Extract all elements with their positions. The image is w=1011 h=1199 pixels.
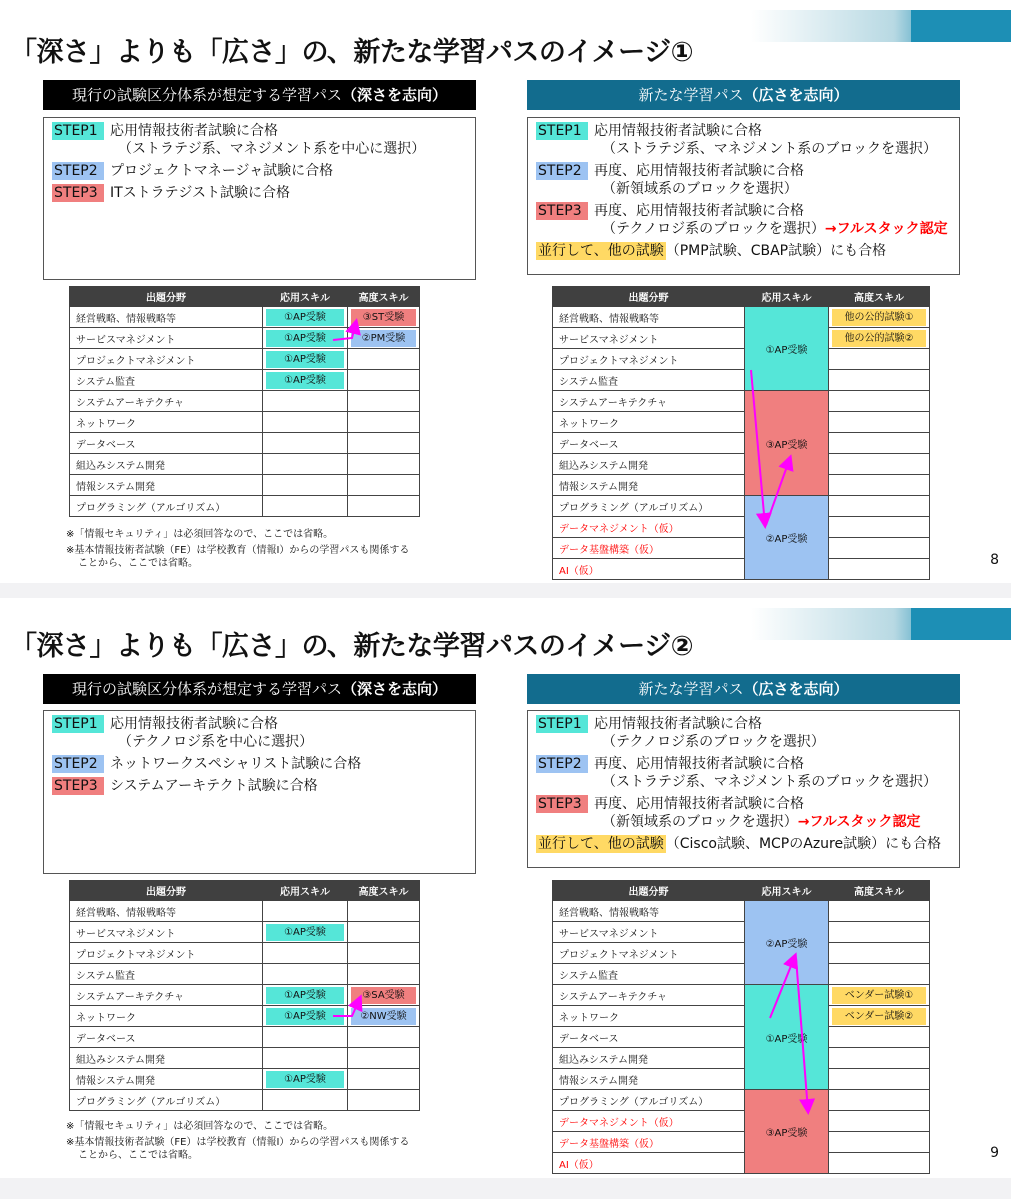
table-row: データベース bbox=[553, 433, 930, 454]
step-item: STEP3 再度、応用情報技術者試験に合格 （新領域系のブロックを選択）→フルスタック認定 bbox=[538, 796, 921, 830]
table-row: サービスマネジメント bbox=[553, 922, 930, 943]
table-row: プログラミング（アルゴリズム） ③AP受験 bbox=[553, 1090, 930, 1111]
step2-tag: STEP2 bbox=[52, 162, 104, 180]
step3-tag: STEP3 bbox=[536, 202, 588, 220]
apply-block: ①AP受験 bbox=[745, 985, 829, 1090]
table-row: システム監査 bbox=[70, 964, 420, 985]
step-item: STEP2 再度、応用情報技術者試験に合格 （新領域系のブロックを選択） bbox=[538, 163, 804, 197]
left-steps-box bbox=[43, 710, 476, 874]
table-row: プログラミング（アルゴリズム） bbox=[70, 1090, 420, 1111]
right-panel-header: 新たな学習パス（広さを志向） bbox=[527, 80, 960, 110]
table-row: 経営戦略、情報戦略等 ①AP受験 他の公的試験① bbox=[553, 307, 930, 328]
step-item: STEP1 応用情報技術者試験に合格 （テクノロジ系のブロックを選択） bbox=[538, 716, 825, 750]
step1-tag: STEP1 bbox=[52, 715, 104, 733]
page-number: 8 bbox=[990, 552, 999, 568]
fullstack-emphasis: →フルスタック認定 bbox=[797, 814, 921, 830]
right-steps-box bbox=[527, 117, 960, 275]
table-row: システムアーキテクチャ ①AP受験 ベンダー試験① bbox=[553, 985, 930, 1006]
table-header-row: 出題分野 応用スキル 高度スキル bbox=[70, 287, 420, 307]
table-row: データベース bbox=[553, 1027, 930, 1048]
table-row: 経営戦略、情報戦略等 ②AP受験 bbox=[553, 901, 930, 922]
step-item: STEP3 システムアーキテクト試験に合格 bbox=[54, 778, 318, 794]
slide-1 bbox=[0, 0, 1011, 583]
table-row: サービスマネジメント ①AP受験 bbox=[70, 922, 420, 943]
left-steps-box bbox=[43, 117, 476, 280]
footnotes: ※「情報セキュリティ」は必須回答なので、ここでは省略。 ※基本情報技術者試験（FE）は学校教育（情報Ⅰ）からの学習パスも関係する ことから、ここでは省略。 bbox=[66, 529, 410, 569]
step-item: STEP1 応用情報技術者試験に合格 （テクノロジ系を中心に選択） bbox=[54, 716, 314, 750]
table-row: 組込みシステム開発 bbox=[70, 1048, 420, 1069]
slide-2 bbox=[0, 598, 1011, 1178]
table-row: システムアーキテクチャ bbox=[70, 391, 420, 412]
table-row: システム監査 bbox=[553, 964, 930, 985]
fullstack-emphasis: →フルスタック認定 bbox=[824, 221, 948, 237]
step-item: STEP2 プロジェクトマネージャ試験に合格 bbox=[54, 163, 334, 179]
step2-tag: STEP2 bbox=[52, 755, 104, 773]
table-row: 組込みシステム開発 bbox=[553, 454, 930, 475]
table-row: 情報システム開発 bbox=[553, 1069, 930, 1090]
table-row: データマネジメント（仮） bbox=[553, 517, 930, 538]
right-panel-header: 新たな学習パス（広さを志向） bbox=[527, 674, 960, 704]
step-item: STEP1 応用情報技術者試験に合格 （ストラテジ系、マネジメント系のブロックを選択） bbox=[538, 123, 938, 157]
table-row: データ基盤構築（仮） bbox=[553, 538, 930, 559]
right-steps-box bbox=[527, 710, 960, 868]
apply-block: ③AP受験 bbox=[745, 1090, 829, 1174]
parallel-exams: 並行して、他の試験 （PMP試験、CBAP試験）にも合格 bbox=[538, 243, 887, 259]
apply-block: ③AP受験 bbox=[745, 391, 829, 496]
step3-tag: STEP3 bbox=[52, 777, 104, 795]
table-row: 情報システム開発 bbox=[70, 475, 420, 496]
step-item: STEP3 再度、応用情報技術者試験に合格 （テクノロジ系のブロックを選択）→フルスタック認定 bbox=[538, 203, 948, 237]
left-exam-table bbox=[69, 286, 420, 517]
header-decoration bbox=[751, 10, 1011, 42]
slide-title: 「深さ」よりも「広さ」の、新たな学習パスのイメージ① bbox=[10, 37, 693, 68]
step-item: STEP2 再度、応用情報技術者試験に合格 （ストラテジ系、マネジメント系のブロックを選択） bbox=[538, 756, 938, 790]
table-row: AI（仮） bbox=[553, 1153, 930, 1174]
step1-tag: STEP1 bbox=[52, 122, 104, 140]
step-item: STEP2 ネットワークスペシャリスト試験に合格 bbox=[54, 756, 362, 772]
table-row: AI（仮） bbox=[553, 559, 930, 580]
table-row: プロジェクトマネジメント ①AP受験 bbox=[70, 349, 420, 370]
step2-tag: STEP2 bbox=[536, 755, 588, 773]
parallel-exams: 並行して、他の試験 （Cisco試験、MCPのAzure試験）にも合格 bbox=[538, 836, 942, 852]
table-row: システムアーキテクチャ ①AP受験 ③SA受験 bbox=[70, 985, 420, 1006]
table-row: データ基盤構築（仮） bbox=[553, 1132, 930, 1153]
step-item: STEP1 応用情報技術者試験に合格 （ストラテジ系、マネジメント系を中心に選択） bbox=[54, 123, 426, 157]
header-decoration bbox=[751, 608, 1011, 640]
table-row: 組込みシステム開発 bbox=[70, 454, 420, 475]
step1-tag: STEP1 bbox=[536, 715, 588, 733]
slide-title: 「深さ」よりも「広さ」の、新たな学習パスのイメージ② bbox=[10, 631, 693, 662]
table-row: データマネジメント（仮） bbox=[553, 1111, 930, 1132]
table-row: 経営戦略、情報戦略等 bbox=[70, 901, 420, 922]
left-panel-header: 現行の試験区分体系が想定する学習パス（深さを志向） bbox=[43, 80, 476, 110]
table-row: 情報システム開発 ①AP受験 bbox=[70, 1069, 420, 1090]
table-row: プログラミング（アルゴリズム） bbox=[70, 496, 420, 517]
right-exam-table bbox=[552, 880, 930, 1174]
page-number: 9 bbox=[990, 1145, 999, 1161]
step2-tag: STEP2 bbox=[536, 162, 588, 180]
table-row: プロジェクトマネジメント bbox=[70, 943, 420, 964]
table-row: データベース bbox=[70, 1027, 420, 1048]
table-row: サービスマネジメント ①AP受験 ②PM受験 bbox=[70, 328, 420, 349]
step3-tag: STEP3 bbox=[536, 795, 588, 813]
left-exam-table bbox=[69, 880, 420, 1111]
table-row: データベース bbox=[70, 433, 420, 454]
table-row: ネットワーク bbox=[553, 412, 930, 433]
step1-tag: STEP1 bbox=[536, 122, 588, 140]
table-row: 組込みシステム開発 bbox=[553, 1048, 930, 1069]
table-row: プログラミング（アルゴリズム） ②AP受験 bbox=[553, 496, 930, 517]
right-exam-table bbox=[552, 286, 930, 580]
table-row: 経営戦略、情報戦略等 ①AP受験 ③ST受験 bbox=[70, 307, 420, 328]
apply-block: ②AP受験 bbox=[745, 496, 829, 580]
table-row: サービスマネジメント 他の公的試験② bbox=[553, 328, 930, 349]
table-row: システム監査 bbox=[553, 370, 930, 391]
table-header-row: 出題分野 応用スキル 高度スキル bbox=[70, 881, 420, 901]
footnotes: ※「情報セキュリティ」は必須回答なので、ここでは省略。 ※基本情報技術者試験（FE）は学校教育（情報Ⅰ）からの学習パスも関係する ことから、ここでは省略。 bbox=[66, 1121, 410, 1161]
left-panel-header: 現行の試験区分体系が想定する学習パス（深さを志向） bbox=[43, 674, 476, 704]
apply-block: ②AP受験 bbox=[745, 901, 829, 985]
table-header-row: 出題分野 応用スキル 高度スキル bbox=[553, 881, 930, 901]
table-row: システムアーキテクチャ ③AP受験 bbox=[553, 391, 930, 412]
table-row: プロジェクトマネジメント bbox=[553, 349, 930, 370]
table-row: 情報システム開発 bbox=[553, 475, 930, 496]
step3-tag: STEP3 bbox=[52, 184, 104, 202]
table-row: ネットワーク ベンダー試験② bbox=[553, 1006, 930, 1027]
table-row: プロジェクトマネジメント bbox=[553, 943, 930, 964]
apply-block: ①AP受験 bbox=[745, 307, 829, 391]
table-row: ネットワーク bbox=[70, 412, 420, 433]
step-item: STEP3 ITストラテジスト試験に合格 bbox=[54, 185, 290, 201]
table-row: システム監査 ①AP受験 bbox=[70, 370, 420, 391]
table-row: ネットワーク ①AP受験 ②NW受験 bbox=[70, 1006, 420, 1027]
table-header-row: 出題分野 応用スキル 高度スキル bbox=[553, 287, 930, 307]
